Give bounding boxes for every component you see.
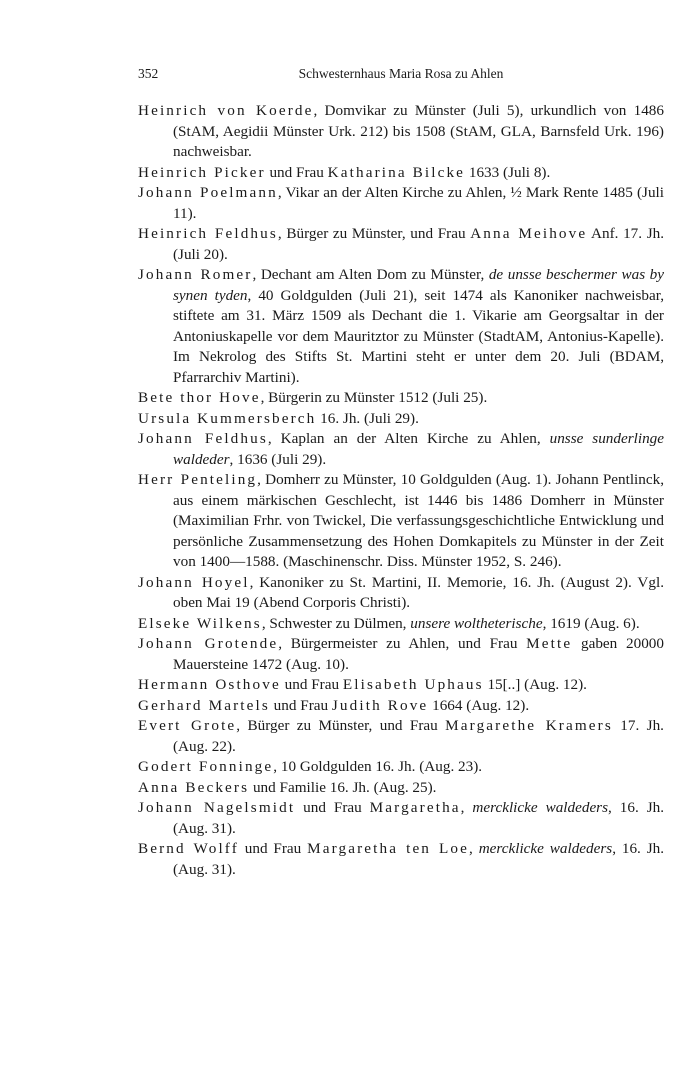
memorial-entry-list <box>138 101 664 880</box>
latin-quote: unsere woltheterische <box>410 614 543 632</box>
person-name: Bete thor Hove <box>138 389 261 406</box>
memorial-entry <box>138 839 664 880</box>
memorial-entry <box>138 470 664 573</box>
entry-text: 1664 (Aug. 12). <box>428 696 530 714</box>
person-name: Elseke Wilkens <box>138 614 262 632</box>
person-name: Johann Feldhus <box>138 430 268 447</box>
entry-text: und Frau <box>280 676 343 693</box>
person-name: Johann Nagelsmidt <box>138 799 296 816</box>
running-header <box>138 66 664 86</box>
latin-quote: mercklicke waldeders <box>478 840 613 857</box>
memorial-entry <box>138 634 664 675</box>
memorial-entry <box>138 675 664 696</box>
person-name: Mette <box>526 635 573 652</box>
entry-text: 16. Jh. (Juli 29). <box>316 409 419 427</box>
person-name: Katharina Bilcke <box>327 163 466 181</box>
person-name: Johann Poelmann <box>138 184 278 201</box>
memorial-entry <box>138 183 664 224</box>
memorial-entry <box>138 101 664 163</box>
entry-text: , 1619 (Aug. 6). <box>542 614 640 632</box>
memorial-entry <box>138 163 664 184</box>
entry-text: , 10 Goldgulden 16. Jh. (Aug. 23). <box>273 758 483 775</box>
entry-text: , Dechant am Alten Dom zu Münster, <box>252 266 489 283</box>
person-name: Bernd Wolff <box>138 840 239 857</box>
memorial-entry <box>138 265 664 388</box>
entry-text: und Familie 16. Jh. (Aug. 25). <box>249 778 437 796</box>
entry-text: , <box>469 840 479 857</box>
entry-text: Anf. 17. Jh. (Juli 20). <box>173 225 665 263</box>
memorial-entry <box>138 757 664 778</box>
person-name: Gerhard Martels <box>138 696 270 714</box>
memorial-entry <box>138 388 664 409</box>
person-name: Evert Grote <box>138 717 237 734</box>
memorial-entry <box>138 716 664 757</box>
person-name: Johann Hoyel <box>138 573 250 591</box>
memorial-entry <box>138 614 664 635</box>
memorial-entry <box>138 696 664 717</box>
person-name: Margaretha <box>369 799 461 816</box>
person-name: Anna Meihove <box>470 225 588 242</box>
entry-text: , Bürgerin zu Münster 1512 (Juli 25). <box>260 389 488 406</box>
entry-text: , Schwester zu Dülmen, <box>261 614 411 632</box>
person-name: Judith Rove <box>331 696 429 714</box>
entry-text: , Domherr zu Münster, 10 Goldgulden (Aug. 1). Johann Pentlinck, aus einem märkischen Geschlecht, ist 1446 bis 1486 Domherr in Münster (Maximilian Frhr. von Twickel, Die verfassungsgeschichtliche Entwicklung und persönliche Zusammensetzung des Hohen Domkapitels zu Münster in der Zeit von 1400—1588. (Maschinenschr. Diss. Münster 1952, S. 246). <box>173 471 665 570</box>
entry-text: , Kanoniker zu St. Martini, II. Memorie, 16. Jh. (August 2). Vgl. oben Mai 19 (Abend Corporis Christi). <box>173 573 664 611</box>
entry-text: , 16. Jh. (Aug. 31). <box>173 840 665 878</box>
entry-text: , Bürger zu Münster, und Frau <box>236 717 446 734</box>
memorial-entry <box>138 798 664 839</box>
entry-text: 1633 (Juli 8). <box>465 163 551 181</box>
person-name: Heinrich von Koerde <box>138 102 314 119</box>
person-name: Anna Beckers <box>138 778 250 796</box>
person-name: Heinrich Feldhus <box>138 225 278 242</box>
person-name: Godert Fonninge <box>138 758 274 775</box>
memorial-entry <box>138 429 664 470</box>
entry-text: und Frau <box>269 696 332 714</box>
entry-text: gaben 20000 Mauersteine 1472 (Aug. 10). <box>173 635 664 673</box>
latin-quote: unsse sunderlinge waldeder <box>173 430 665 468</box>
person-name: Johann Grotende <box>138 635 279 652</box>
person-name: Johann Romer <box>138 266 253 283</box>
memorial-entry <box>138 573 664 614</box>
entry-text: und Frau <box>238 840 308 857</box>
person-name: Heinrich Picker <box>138 163 266 181</box>
entry-text: , Vikar an der Alten Kirche zu Ahlen, ½ Mark Rente 1485 (Juli 11). <box>173 184 664 222</box>
person-name: Herr Penteling <box>138 471 258 488</box>
memorial-entry <box>138 224 664 265</box>
person-name: Margarethe Kramers <box>445 717 613 734</box>
entry-text: , 40 Goldgulden (Juli 21), seit 1474 als Kanoniker nachweisbar, stiftete am 31. März 1509 als Dechant die 1. Vikarie am Georgsaltar in der Antoniuskapelle vor dem Mauritztor zu Münster (StadtAM, Antonius-Kapelle). Im Nekrolog des Stifts St. Martini steht er unter dem 20. Juli (BDAM, Pfarrarchiv Martini). <box>173 286 665 386</box>
entry-text: , Domvikar zu Münster (Juli 5), urkundlich von 1486 (StAM, Aegidii Münster Urk. 212) bis 1508 (StAM, GLA, Barnsfeld Urk. 196) nachweisbar. <box>173 102 664 160</box>
entry-text: , 16. Jh. (Aug. 31). <box>173 799 665 837</box>
memorial-entry <box>138 409 664 430</box>
person-name: Margaretha ten Loe <box>307 840 470 857</box>
memorial-entry <box>138 778 664 799</box>
latin-quote: de unsse beschermer was by synen tyden <box>173 266 665 304</box>
running-title: Schwesternhaus Maria Rosa zu Ahlen <box>298 66 504 81</box>
entry-text: 17. Jh. (Aug. 22). <box>173 717 664 755</box>
entry-text: , Kaplan an der Alten Kirche zu Ahlen, <box>267 430 550 447</box>
entry-text: , <box>460 799 473 816</box>
entry-text: , Bürger zu Münster, und Frau <box>277 225 471 242</box>
person-name: Ursula Kummersberch <box>138 409 317 427</box>
entry-text: 15[..] (Aug. 12). <box>483 676 587 693</box>
person-name: Hermann Osthove <box>138 676 281 693</box>
entry-text: , Bürgermeister zu Ahlen, und Frau <box>278 635 527 652</box>
entry-text: , 1636 (Juli 29). <box>229 450 327 468</box>
entry-text: und Frau <box>265 163 328 181</box>
latin-quote: mercklicke waldeders <box>472 799 609 816</box>
page-number: 352 <box>138 66 159 81</box>
entry-text: und Frau <box>295 799 370 816</box>
person-name: Elisabeth Uphaus <box>342 676 484 693</box>
